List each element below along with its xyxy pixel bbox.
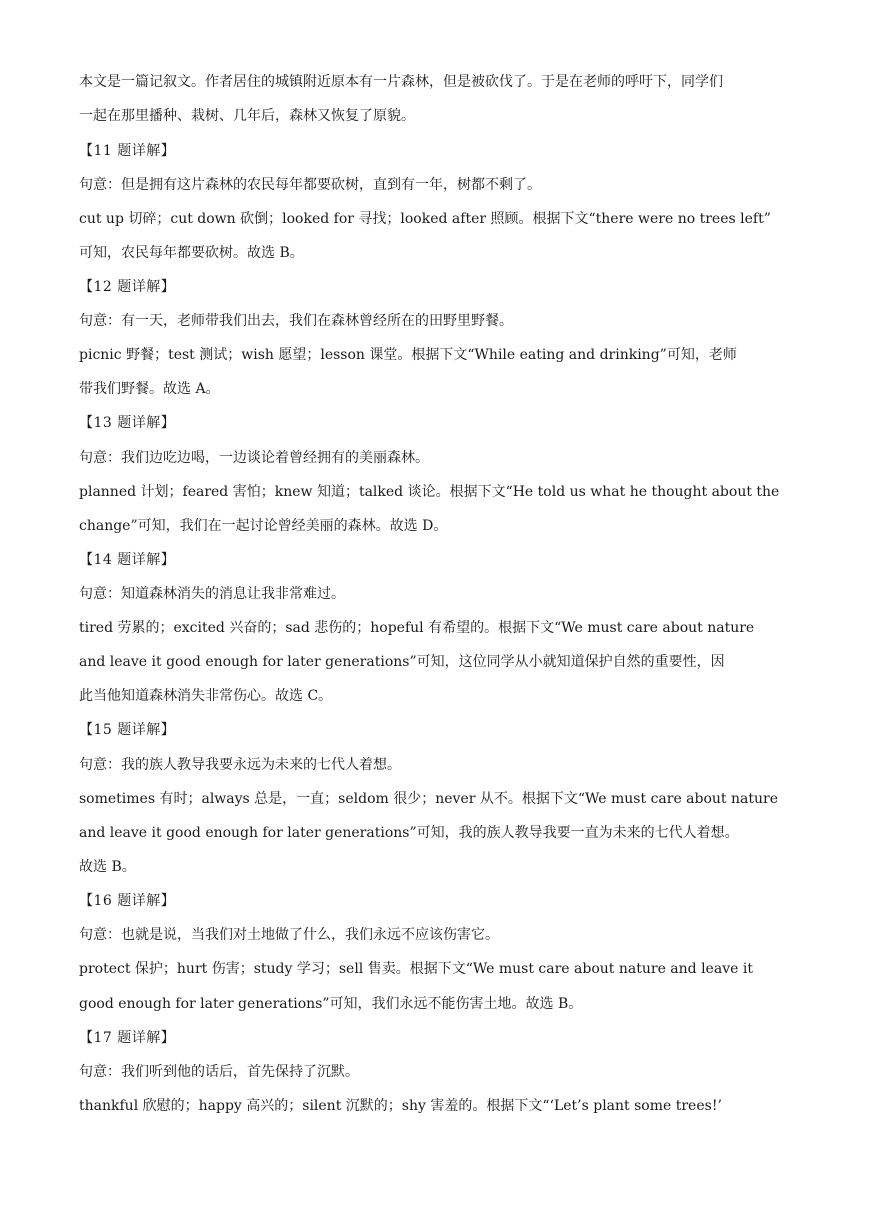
explanation-line-14b: and leave it good enough for later generations”可知，这位同学从小就知道保护自然的重要性，因 (79, 654, 725, 670)
section-heading-12: 【12 题详解】 (79, 279, 176, 295)
section-heading-16: 【16 题详解】 (79, 893, 176, 909)
explanation-line-13a: planned 计划；feared 害怕；knew 知道；talked 谈论。根据下文“He told us what he thought about the (79, 484, 780, 500)
sentence-meaning-12: 句意：有一天，老师带我们出去，我们在森林曾经所在的田野里野餐。 (79, 313, 513, 329)
explanation-line-17a: thankful 欣慰的；happy 高兴的；silent 沉默的；shy 害羞的。根据下文“‘Let’s plant some trees!’ (79, 1098, 722, 1114)
explanation-line-16b: good enough for later generations”可知，我们永远不能伤害土地。故选 B。 (79, 996, 583, 1012)
sentence-meaning-13: 句意：我们边吃边喝，一边谈论着曾经拥有的美丽森林。 (79, 450, 429, 466)
section-heading-11: 【11 题详解】 (79, 143, 176, 159)
explanation-line-15a: sometimes 有时；always 总是，一直；seldom 很少；never 从不。根据下文“We must care about nature (79, 791, 778, 807)
explanation-line-15b: and leave it good enough for later generations”可知，我的族人教导我要一直为未来的七代人着想。 (79, 825, 739, 841)
sentence-meaning-15: 句意：我的族人教导我要永远为未来的七代人着想。 (79, 757, 401, 773)
section-heading-17: 【17 题详解】 (79, 1030, 176, 1046)
explanation-line-15c: 故选 B。 (79, 859, 136, 875)
summary-line-1: 本文是一篇记叙文。作者居住的城镇附近原本有一片森林，但是被砍伐了。于是在老师的呼吁下，同学们 (79, 74, 723, 90)
explanation-line-14c: 此当他知道森林消失非常伤心。故选 C。 (79, 688, 333, 704)
section-heading-15: 【15 题详解】 (79, 722, 176, 738)
explanation-line-13b: change”可知，我们在一起讨论曾经美丽的森林。故选 D。 (79, 518, 448, 534)
explanation-line-11a: cut up 切碎；cut down 砍倒；looked for 寻找；looked after 照顾。根据下文“there were no trees left” (79, 211, 771, 227)
sentence-meaning-16: 句意：也就是说，当我们对土地做了什么，我们永远不应该伤害它。 (79, 927, 499, 943)
explanation-line-12a: picnic 野餐；test 测试；wish 愿望；lesson 课堂。根据下文“While eating and drinking”可知，老师 (79, 347, 737, 363)
sentence-meaning-14: 句意：知道森林消失的消息让我非常难过。 (79, 586, 345, 602)
explanation-line-14a: tired 劳累的；excited 兴奋的；sad 悲伤的；hopeful 有希望的。根据下文“We must care about nature (79, 620, 755, 636)
section-heading-14: 【14 题详解】 (79, 552, 176, 568)
explanation-line-11b: 可知，农民每年都要砍树。故选 B。 (79, 245, 304, 261)
explanation-line-12b: 带我们野餐。故选 A。 (79, 381, 220, 397)
summary-line-2: 一起在那里播种、栽树、几年后，森林又恢复了原貌。 (79, 108, 415, 124)
section-heading-13: 【13 题详解】 (79, 415, 176, 431)
sentence-meaning-11: 句意：但是拥有这片森林的农民每年都要砍树，直到有一年，树都不剩了。 (79, 177, 541, 193)
explanation-line-16a: protect 保护；hurt 伤害；study 学习；sell 售卖。根据下文“We must care about nature and leave it (79, 961, 753, 977)
sentence-meaning-17: 句意：我们听到他的话后，首先保持了沉默。 (79, 1064, 359, 1080)
